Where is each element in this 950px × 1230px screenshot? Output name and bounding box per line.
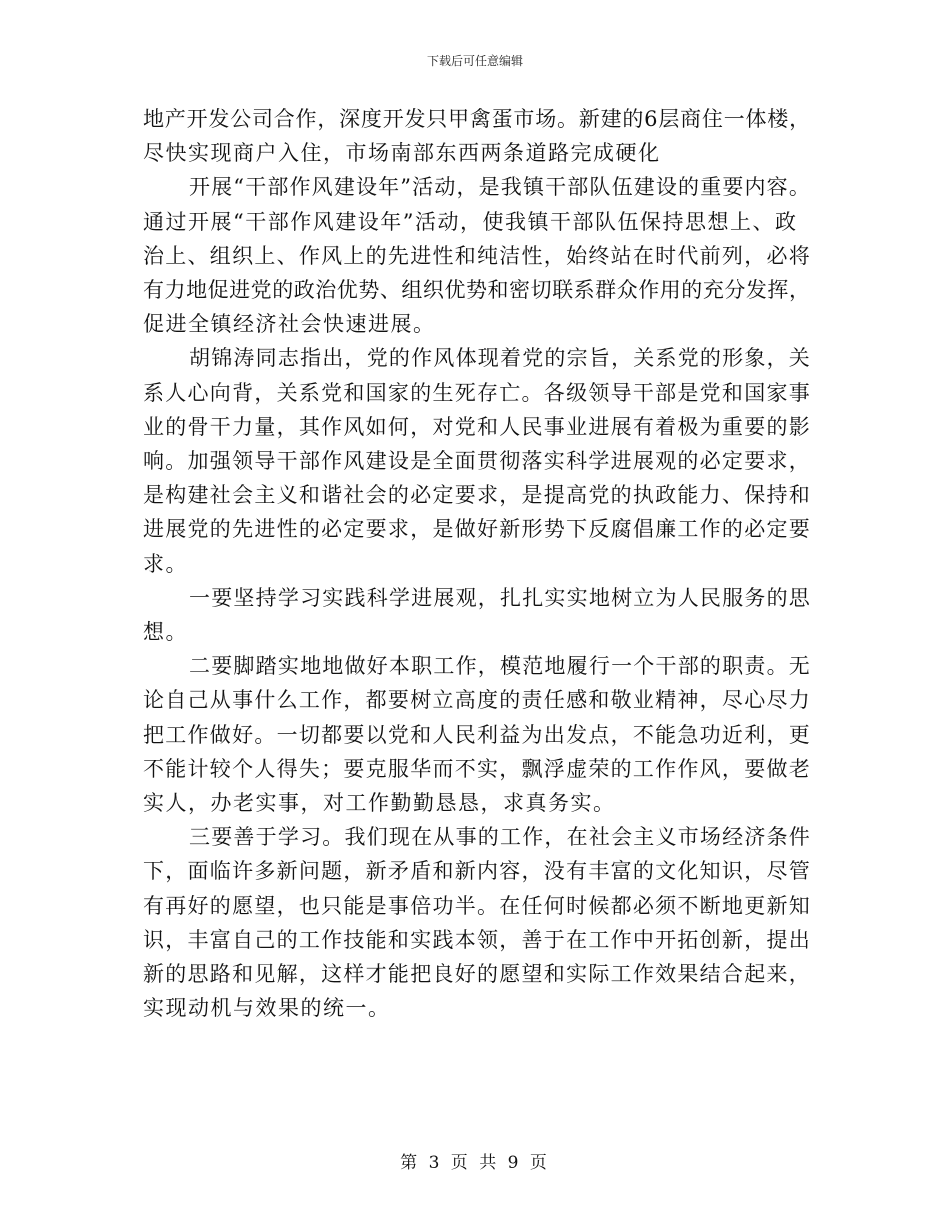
text-line: 治上、组织上、作风上的先进性和纯洁性，始终站在时代前列，必将 (143, 243, 811, 268)
text-line: 下，面临许多新问题，新矛盾和新内容，没有丰富的文化知识，尽管 (143, 859, 811, 884)
text-line: 实现动机与效果的统一。 (143, 996, 391, 1021)
text-line: 地产开发公司合作，深度开发只甲禽蛋市场。新建的6层商住一体楼， (143, 107, 811, 131)
page-footer: 第 3 页 共 9 页 (400, 1153, 550, 1173)
text-line: 二要脚踏实地地做好本职工作，模范地履行一个干部的职责。无 (189, 654, 811, 679)
text-line: 响。加强领导干部作风建设是全面贯彻落实科学进展观的必定要求， (143, 449, 811, 474)
text-line: 三要善于学习。我们现在从事的工作，在社会主义市场经济条件 (189, 825, 811, 850)
text-line: 业的骨干力量，其作风如何，对党和人民事业进展有着极为重要的影 (143, 414, 811, 439)
text-line: 求。 (143, 551, 188, 576)
text-line: 新的思路和见解，这样才能把良好的愿望和实际工作效果结合起来， (143, 962, 811, 987)
document-body (143, 102, 811, 1025)
text-line: 促进全镇经济社会快速进展。 (143, 312, 436, 337)
text-line: 开展“干部作风建设年”活动，是我镇干部队伍建设的重要内容。 (189, 175, 811, 200)
text-line: 实人，办老实事，对工作勤勤恳恳，求真务实。 (143, 791, 616, 816)
text-line: 系人心向背，关系党和国家的生死存亡。各级领导干部是党和国家事 (143, 380, 811, 405)
text-line: 想。 (143, 620, 188, 645)
text-line: 把工作做好。一切都要以党和人民利益为出发点，不能急功近利，更 (143, 722, 811, 747)
text-line: 胡锦涛同志指出，党的作风体现着党的宗旨，关系党的形象，关 (189, 346, 811, 371)
text-line: 一要坚持学习实践科学进展观，扎扎实实地树立为人民服务的思 (189, 585, 811, 610)
text-line: 通过开展“干部作风建设年”活动，使我镇干部队伍保持思想上、政 (143, 209, 798, 234)
text-line: 是构建社会主义和谐社会的必定要求，是提高党的执政能力、保持和 (143, 483, 811, 508)
text-line: 进展党的先进性的必定要求，是做好新形势下反腐倡廉工作的必定要 (143, 517, 811, 542)
page-header: 下载后可任意编辑 (426, 54, 523, 68)
text-line: 识，丰富自己的工作技能和实践本领，善于在工作中开拓创新，提出 (143, 927, 811, 952)
text-line: 有再好的愿望，也只能是事倍功半。在任何时候都必须不断地更新知 (143, 893, 811, 918)
text-line: 尽快实现商户入住，市场南部东西两条道路完成硬化 (143, 141, 661, 166)
text-line: 不能计较个人得失；要克服华而不实，飘浮虚荣的工作作风，要做老 (143, 756, 811, 781)
text-line: 有力地促进党的政治优势、组织优势和密切联系群众作用的充分发挥， (143, 278, 811, 303)
text-line: 论自己从事什么工作，都要树立高度的责任感和敬业精神，尽心尽力 (143, 688, 811, 713)
